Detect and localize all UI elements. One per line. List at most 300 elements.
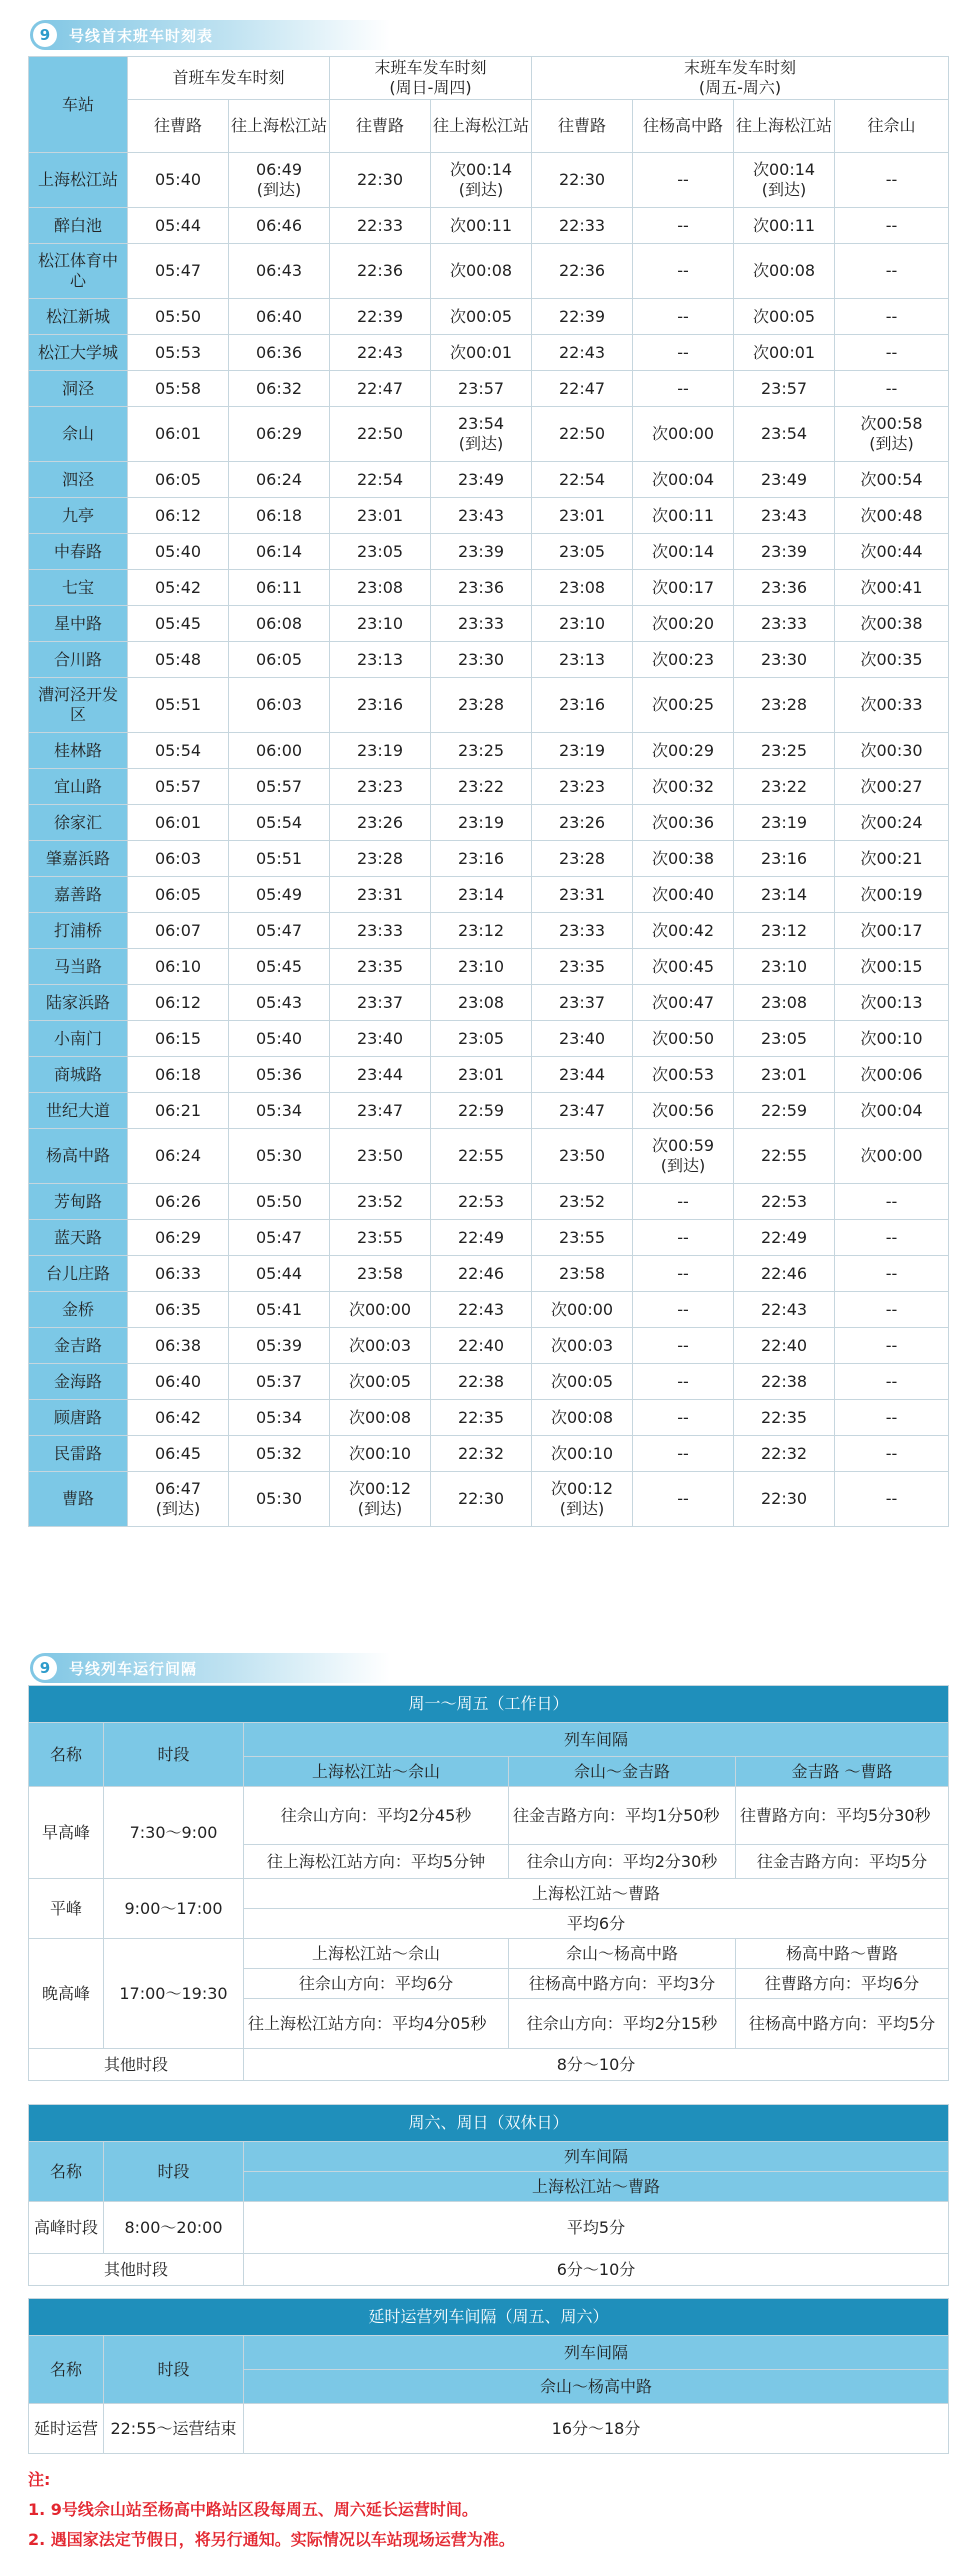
last-wd-to-songjiang-cell: 22:35: [431, 1400, 532, 1436]
last-we-to-yanggaozhonglu-cell: 次00:50: [633, 1021, 734, 1057]
last-we-to-sheshan-cell: --: [835, 1436, 949, 1472]
first-to-songjiang-cell: 05:50: [229, 1184, 330, 1220]
first-to-caolu-cell: 06:24: [128, 1129, 229, 1184]
last-we-to-sheshan-cell: 次00:41: [835, 570, 949, 606]
last-wd-to-songjiang-cell: 22:43: [431, 1292, 532, 1328]
col-header-to-yanggaozhonglu: 往杨高中路: [633, 100, 734, 153]
last-we-to-yanggaozhonglu-cell: --: [633, 1292, 734, 1328]
last-wd-to-caolu-cell: 23:08: [330, 570, 431, 606]
last-we-to-sheshan-cell: --: [835, 1184, 949, 1220]
last-wd-to-caolu-cell: 次00:10: [330, 1436, 431, 1472]
last-we-to-songjiang-cell: 23:49: [734, 462, 835, 498]
last-wd-to-songjiang-cell: 23:01: [431, 1057, 532, 1093]
last-we-to-sheshan-cell: --: [835, 1220, 949, 1256]
last-we-to-sheshan-cell: --: [835, 208, 949, 244]
first-to-songjiang-cell: 05:57: [229, 769, 330, 805]
timetable-row: [29, 335, 949, 371]
last-wd-to-songjiang-cell: 23:12: [431, 913, 532, 949]
row-name-peak: 高峰时段: [29, 2202, 104, 2254]
first-to-songjiang-cell: 06:11: [229, 570, 330, 606]
last-we-to-sheshan-cell: 次00:17: [835, 913, 949, 949]
segment-label: 上海松江站～曹路: [244, 2172, 949, 2202]
last-we-to-songjiang-cell: 23:33: [734, 606, 835, 642]
first-to-caolu-cell: 05:40: [128, 153, 229, 208]
last-wd-to-songjiang-cell: 23:43: [431, 498, 532, 534]
col-header-to-caolu: 往曹路: [330, 100, 431, 153]
first-last-train-table: [28, 56, 949, 1527]
last-we-to-caolu-cell: 22:43: [532, 335, 633, 371]
station-name-cell: 蓝天路: [29, 1220, 128, 1256]
last-we-to-sheshan-cell: --: [835, 1472, 949, 1527]
last-we-to-songjiang-cell: 23:57: [734, 371, 835, 407]
interval-value: 往曹路方向：平均6分: [736, 1969, 949, 1999]
last-we-to-sheshan-cell: 次00:13: [835, 985, 949, 1021]
extended-band: 延时运营列车间隔（周五、周六）: [29, 2299, 949, 2336]
last-we-to-caolu-cell: 23:47: [532, 1093, 633, 1129]
first-to-songjiang-cell: 05:45: [229, 949, 330, 985]
last-we-to-songjiang-cell: 23:39: [734, 534, 835, 570]
last-we-to-sheshan-cell: --: [835, 335, 949, 371]
last-we-to-songjiang-cell: 22:32: [734, 1436, 835, 1472]
first-to-caolu-cell: 05:48: [128, 642, 229, 678]
last-we-to-yanggaozhonglu-cell: --: [633, 1184, 734, 1220]
last-wd-to-songjiang-cell: 23:08: [431, 985, 532, 1021]
last-we-to-songjiang-cell: 22:40: [734, 1328, 835, 1364]
last-wd-to-songjiang-cell: 23:39: [431, 534, 532, 570]
timetable-row: [29, 208, 949, 244]
last-we-to-caolu-cell: 次00:08: [532, 1400, 633, 1436]
col-header-last-train-weekday: 末班车发车时刻 (周日-周四): [330, 57, 532, 100]
last-we-to-sheshan-cell: 次00:35: [835, 642, 949, 678]
station-name-cell: 七宝: [29, 570, 128, 606]
timetable-row: [29, 841, 949, 877]
first-to-songjiang-cell: 05:39: [229, 1328, 330, 1364]
last-wd-to-caolu-cell: 23:19: [330, 733, 431, 769]
last-we-to-songjiang-cell: 23:01: [734, 1057, 835, 1093]
station-name-cell: 金桥: [29, 1292, 128, 1328]
last-wd-to-songjiang-cell: 23:19: [431, 805, 532, 841]
last-we-to-caolu-cell: 22:30: [532, 153, 633, 208]
row-name-extended: 延时运营: [29, 2404, 104, 2454]
first-to-songjiang-cell: 05:32: [229, 1436, 330, 1472]
last-wd-to-songjiang-cell: 23:22: [431, 769, 532, 805]
timetable-row: [29, 407, 949, 462]
notes: [28, 2465, 948, 2555]
station-name-cell: 徐家汇: [29, 805, 128, 841]
last-we-to-songjiang-cell: 23:05: [734, 1021, 835, 1057]
first-to-songjiang-cell: 05:40: [229, 1021, 330, 1057]
station-name-cell: 松江大学城: [29, 335, 128, 371]
last-wd-to-caolu-cell: 23:33: [330, 913, 431, 949]
timetable-row: [29, 1220, 949, 1256]
last-we-to-caolu-cell: 23:16: [532, 678, 633, 733]
interval-value: 往佘山方向：平均2分15秒: [509, 1999, 736, 2049]
last-we-to-caolu-cell: 22:33: [532, 208, 633, 244]
timetable-row: [29, 805, 949, 841]
segment-label: 佘山～杨高中路: [509, 1939, 736, 1969]
last-wd-to-caolu-cell: 次00:00: [330, 1292, 431, 1328]
last-wd-to-songjiang-cell: 23:54 (到达): [431, 407, 532, 462]
first-to-songjiang-cell: 06:49 (到达): [229, 153, 330, 208]
row-period-off-peak: 9:00～17:00: [104, 1879, 244, 1939]
first-to-caolu-cell: 05:42: [128, 570, 229, 606]
note-item: 1. 9号线佘山站至杨高中路站区段每周五、周六延长运营时间。: [28, 2500, 478, 2519]
last-we-to-yanggaozhonglu-cell: 次00:17: [633, 570, 734, 606]
last-we-to-yanggaozhonglu-cell: 次00:11: [633, 498, 734, 534]
last-we-to-songjiang-cell: 23:16: [734, 841, 835, 877]
first-to-songjiang-cell: 05:54: [229, 805, 330, 841]
col-header-period: 时段: [104, 1723, 244, 1787]
station-name-cell: 松江新城: [29, 299, 128, 335]
station-name-cell: 星中路: [29, 606, 128, 642]
last-we-to-songjiang-cell: 22:35: [734, 1400, 835, 1436]
station-name-cell: 台儿庄路: [29, 1256, 128, 1292]
last-we-to-sheshan-cell: --: [835, 1328, 949, 1364]
first-to-caolu-cell: 05:58: [128, 371, 229, 407]
last-we-to-songjiang-cell: 23:28: [734, 678, 835, 733]
station-name-cell: 金吉路: [29, 1328, 128, 1364]
first-to-caolu-cell: 06:38: [128, 1328, 229, 1364]
last-we-to-yanggaozhonglu-cell: --: [633, 1400, 734, 1436]
last-wd-to-songjiang-cell: 次00:01: [431, 335, 532, 371]
timetable-row: [29, 371, 949, 407]
last-we-to-songjiang-cell: 22:43: [734, 1292, 835, 1328]
first-to-songjiang-cell: 06:43: [229, 244, 330, 299]
last-we-to-songjiang-cell: 23:10: [734, 949, 835, 985]
last-wd-to-songjiang-cell: 23:05: [431, 1021, 532, 1057]
last-wd-to-caolu-cell: 23:23: [330, 769, 431, 805]
last-wd-to-songjiang-cell: 22:55: [431, 1129, 532, 1184]
station-name-cell: 金海路: [29, 1364, 128, 1400]
station-name-cell: 漕河泾开发区: [29, 678, 128, 733]
last-we-to-yanggaozhonglu-cell: --: [633, 1220, 734, 1256]
timetable-heading: [30, 20, 390, 50]
first-to-caolu-cell: 05:50: [128, 299, 229, 335]
last-wd-to-caolu-cell: 次00:08: [330, 1400, 431, 1436]
station-name-cell: 中春路: [29, 534, 128, 570]
first-to-caolu-cell: 06:10: [128, 949, 229, 985]
last-wd-to-caolu-cell: 22:36: [330, 244, 431, 299]
last-we-to-yanggaozhonglu-cell: 次00:56: [633, 1093, 734, 1129]
first-to-caolu-cell: 06:12: [128, 985, 229, 1021]
segment-label: 上海松江站～佘山: [244, 1939, 509, 1969]
last-wd-to-caolu-cell: 23:05: [330, 534, 431, 570]
last-wd-to-caolu-cell: 23:47: [330, 1093, 431, 1129]
last-we-to-yanggaozhonglu-cell: 次00:14: [633, 534, 734, 570]
interval-value: 往金吉路方向：平均5分: [736, 1845, 949, 1879]
last-wd-to-caolu-cell: 次00:12 (到达): [330, 1472, 431, 1527]
last-wd-to-caolu-cell: 23:26: [330, 805, 431, 841]
first-to-caolu-cell: 06:05: [128, 462, 229, 498]
last-wd-to-songjiang-cell: 23:25: [431, 733, 532, 769]
last-we-to-yanggaozhonglu-cell: 次00:47: [633, 985, 734, 1021]
last-wd-to-songjiang-cell: 22:53: [431, 1184, 532, 1220]
last-we-to-yanggaozhonglu-cell: 次00:53: [633, 1057, 734, 1093]
last-we-to-yanggaozhonglu-cell: --: [633, 335, 734, 371]
last-wd-to-songjiang-cell: 22:40: [431, 1328, 532, 1364]
first-to-caolu-cell: 06:21: [128, 1093, 229, 1129]
last-we-to-yanggaozhonglu-cell: 次00:45: [633, 949, 734, 985]
last-we-to-yanggaozhonglu-cell: 次00:42: [633, 913, 734, 949]
station-name-cell: 松江体育中心: [29, 244, 128, 299]
first-to-caolu-cell: 05:57: [128, 769, 229, 805]
station-name-cell: 商城路: [29, 1057, 128, 1093]
last-we-to-yanggaozhonglu-cell: 次00:40: [633, 877, 734, 913]
row-name-other: 其他时段: [29, 2049, 244, 2081]
last-we-to-yanggaozhonglu-cell: 次00:59 (到达): [633, 1129, 734, 1184]
row-name-off-peak: 平峰: [29, 1879, 104, 1939]
last-wd-to-songjiang-cell: 22:38: [431, 1364, 532, 1400]
segment-label: 金吉路 ～曹路: [736, 1757, 949, 1787]
last-wd-to-songjiang-cell: 23:36: [431, 570, 532, 606]
last-we-to-sheshan-cell: 次00:19: [835, 877, 949, 913]
first-to-songjiang-cell: 05:30: [229, 1472, 330, 1527]
interval-value: 6分～10分: [244, 2254, 949, 2286]
last-we-to-songjiang-cell: 23:12: [734, 913, 835, 949]
station-name-cell: 杨高中路: [29, 1129, 128, 1184]
first-to-caolu-cell: 06:29: [128, 1220, 229, 1256]
col-header-interval: 列车间隔: [244, 1723, 949, 1757]
col-header-name: 名称: [29, 2142, 104, 2202]
last-we-to-caolu-cell: 次00:03: [532, 1328, 633, 1364]
last-we-to-sheshan-cell: 次00:48: [835, 498, 949, 534]
last-wd-to-caolu-cell: 22:50: [330, 407, 431, 462]
timetable-row: [29, 462, 949, 498]
last-we-to-yanggaozhonglu-cell: --: [633, 1472, 734, 1527]
interval-value: 往杨高中路方向：平均3分: [509, 1969, 736, 1999]
first-to-caolu-cell: 06:15: [128, 1021, 229, 1057]
weekend-band: 周六、周日（双休日）: [29, 2105, 949, 2142]
first-to-songjiang-cell: 06:03: [229, 678, 330, 733]
last-wd-to-songjiang-cell: 次00:05: [431, 299, 532, 335]
timetable-row: [29, 877, 949, 913]
timetable-row: [29, 534, 949, 570]
last-we-to-songjiang-cell: 22:59: [734, 1093, 835, 1129]
last-we-to-yanggaozhonglu-cell: --: [633, 1256, 734, 1292]
last-we-to-yanggaozhonglu-cell: 次00:32: [633, 769, 734, 805]
row-period-peak: 8:00～20:00: [104, 2202, 244, 2254]
timetable-row: [29, 606, 949, 642]
last-we-to-sheshan-cell: --: [835, 244, 949, 299]
interval-title: 号线列车运行间隔: [69, 1659, 198, 1678]
last-wd-to-caolu-cell: 23:37: [330, 985, 431, 1021]
last-we-to-yanggaozhonglu-cell: --: [633, 371, 734, 407]
last-we-to-caolu-cell: 次00:12 (到达): [532, 1472, 633, 1527]
last-wd-to-songjiang-cell: 次00:11: [431, 208, 532, 244]
last-wd-to-caolu-cell: 23:52: [330, 1184, 431, 1220]
timetable-row: [29, 949, 949, 985]
col-header-to-caolu: 往曹路: [532, 100, 633, 153]
timetable-row: [29, 769, 949, 805]
col-header-to-songjiang: 往上海松江站: [229, 100, 330, 153]
first-to-songjiang-cell: 06:00: [229, 733, 330, 769]
last-we-to-caolu-cell: 23:35: [532, 949, 633, 985]
first-to-caolu-cell: 06:40: [128, 1364, 229, 1400]
first-to-songjiang-cell: 05:37: [229, 1364, 330, 1400]
last-we-to-yanggaozhonglu-cell: 次00:04: [633, 462, 734, 498]
first-to-caolu-cell: 06:18: [128, 1057, 229, 1093]
last-we-to-songjiang-cell: 次00:01: [734, 335, 835, 371]
interval-value: 往金吉路方向：平均1分50秒: [509, 1787, 736, 1845]
first-to-caolu-cell: 06:07: [128, 913, 229, 949]
last-we-to-yanggaozhonglu-cell: --: [633, 208, 734, 244]
last-we-to-songjiang-cell: 23:08: [734, 985, 835, 1021]
last-wd-to-songjiang-cell: 22:30: [431, 1472, 532, 1527]
last-wd-to-caolu-cell: 23:10: [330, 606, 431, 642]
last-we-to-yanggaozhonglu-cell: 次00:38: [633, 841, 734, 877]
segment-label: 佘山～杨高中路: [244, 2370, 949, 2404]
col-header-to-songjiang: 往上海松江站: [431, 100, 532, 153]
last-we-to-songjiang-cell: 23:22: [734, 769, 835, 805]
first-to-caolu-cell: 05:54: [128, 733, 229, 769]
interval-value: 往佘山方向：平均2分30秒: [509, 1845, 736, 1879]
last-we-to-caolu-cell: 23:26: [532, 805, 633, 841]
last-we-to-caolu-cell: 次00:00: [532, 1292, 633, 1328]
segment-label: 上海松江站～曹路: [244, 1879, 949, 1909]
last-we-to-songjiang-cell: 22:49: [734, 1220, 835, 1256]
last-wd-to-caolu-cell: 22:30: [330, 153, 431, 208]
last-wd-to-songjiang-cell: 23:30: [431, 642, 532, 678]
station-name-cell: 陆家浜路: [29, 985, 128, 1021]
line-number-badge: 9: [33, 23, 57, 47]
interval-value: 平均5分: [244, 2202, 949, 2254]
last-wd-to-songjiang-cell: 23:33: [431, 606, 532, 642]
last-we-to-caolu-cell: 23:13: [532, 642, 633, 678]
col-header-period: 时段: [104, 2142, 244, 2202]
last-we-to-caolu-cell: 23:50: [532, 1129, 633, 1184]
interval-heading: [30, 1653, 390, 1683]
timetable-row: [29, 1472, 949, 1527]
last-we-to-sheshan-cell: 次00:38: [835, 606, 949, 642]
station-name-cell: 合川路: [29, 642, 128, 678]
last-wd-to-songjiang-cell: 23:49: [431, 462, 532, 498]
last-wd-to-caolu-cell: 22:33: [330, 208, 431, 244]
first-to-songjiang-cell: 05:34: [229, 1093, 330, 1129]
weekday-band: 周一～周五（工作日）: [29, 1686, 949, 1723]
first-to-songjiang-cell: 06:36: [229, 335, 330, 371]
last-we-to-songjiang-cell: 22:30: [734, 1472, 835, 1527]
last-wd-to-caolu-cell: 23:01: [330, 498, 431, 534]
interval-value: 8分～10分: [244, 2049, 949, 2081]
last-we-to-yanggaozhonglu-cell: 次00:23: [633, 642, 734, 678]
col-header-first-train: 首班车发车时刻: [128, 57, 330, 100]
timetable-row: [29, 498, 949, 534]
col-header-station: 车站: [29, 57, 128, 153]
last-we-to-caolu-cell: 23:10: [532, 606, 633, 642]
last-we-to-caolu-cell: 23:23: [532, 769, 633, 805]
segment-label: 杨高中路～曹路: [736, 1939, 949, 1969]
last-we-to-yanggaozhonglu-cell: --: [633, 244, 734, 299]
last-wd-to-songjiang-cell: 22:46: [431, 1256, 532, 1292]
first-to-songjiang-cell: 06:24: [229, 462, 330, 498]
last-we-to-sheshan-cell: 次00:44: [835, 534, 949, 570]
last-we-to-caolu-cell: 23:01: [532, 498, 633, 534]
first-to-caolu-cell: 05:51: [128, 678, 229, 733]
row-name-evening-peak: 晚高峰: [29, 1939, 104, 2049]
row-period-evening-peak: 17:00～19:30: [104, 1939, 244, 2049]
last-we-to-songjiang-cell: 22:55: [734, 1129, 835, 1184]
last-wd-to-songjiang-cell: 23:57: [431, 371, 532, 407]
last-we-to-sheshan-cell: 次00:10: [835, 1021, 949, 1057]
line-number-badge: 9: [33, 1656, 57, 1680]
last-we-to-caolu-cell: 22:54: [532, 462, 633, 498]
timetable-row: [29, 1400, 949, 1436]
timetable-row: [29, 299, 949, 335]
timetable-row: [29, 1093, 949, 1129]
last-we-to-songjiang-cell: 23:30: [734, 642, 835, 678]
last-we-to-yanggaozhonglu-cell: --: [633, 153, 734, 208]
first-to-songjiang-cell: 06:08: [229, 606, 330, 642]
last-wd-to-caolu-cell: 23:40: [330, 1021, 431, 1057]
first-to-caolu-cell: 06:01: [128, 805, 229, 841]
last-we-to-caolu-cell: 23:19: [532, 733, 633, 769]
col-header-interval: 列车间隔: [244, 2142, 949, 2172]
last-wd-to-caolu-cell: 22:43: [330, 335, 431, 371]
station-name-cell: 小南门: [29, 1021, 128, 1057]
last-we-to-songjiang-cell: 22:38: [734, 1364, 835, 1400]
last-wd-to-caolu-cell: 23:31: [330, 877, 431, 913]
timetable-row: [29, 153, 949, 208]
last-we-to-sheshan-cell: 次00:30: [835, 733, 949, 769]
station-name-cell: 马当路: [29, 949, 128, 985]
interval-value: 往上海松江站方向：平均4分05秒: [244, 1999, 509, 2049]
timetable-row: [29, 244, 949, 299]
last-we-to-caolu-cell: 22:50: [532, 407, 633, 462]
last-we-to-caolu-cell: 23:05: [532, 534, 633, 570]
last-wd-to-songjiang-cell: 23:14: [431, 877, 532, 913]
first-to-songjiang-cell: 05:34: [229, 1400, 330, 1436]
timetable-row: [29, 1436, 949, 1472]
weekday-interval-table: [28, 1685, 949, 2081]
first-to-caolu-cell: 06:33: [128, 1256, 229, 1292]
first-to-songjiang-cell: 06:29: [229, 407, 330, 462]
timetable-row: [29, 642, 949, 678]
timetable-row: [29, 1292, 949, 1328]
timetable-row: [29, 1364, 949, 1400]
station-name-cell: 世纪大道: [29, 1093, 128, 1129]
row-period-morning-peak: 7:30～9:00: [104, 1787, 244, 1879]
last-wd-to-songjiang-cell: 22:32: [431, 1436, 532, 1472]
last-we-to-caolu-cell: 23:37: [532, 985, 633, 1021]
last-wd-to-caolu-cell: 23:55: [330, 1220, 431, 1256]
first-to-songjiang-cell: 06:18: [229, 498, 330, 534]
station-name-cell: 醉白池: [29, 208, 128, 244]
timetable-row: [29, 913, 949, 949]
last-we-to-sheshan-cell: --: [835, 1256, 949, 1292]
last-we-to-caolu-cell: 次00:10: [532, 1436, 633, 1472]
timetable-row: [29, 1021, 949, 1057]
station-name-cell: 肇嘉浜路: [29, 841, 128, 877]
last-we-to-sheshan-cell: --: [835, 1364, 949, 1400]
first-to-caolu-cell: 06:47 (到达): [128, 1472, 229, 1527]
last-wd-to-caolu-cell: 23:44: [330, 1057, 431, 1093]
last-we-to-yanggaozhonglu-cell: 次00:20: [633, 606, 734, 642]
last-we-to-sheshan-cell: 次00:00: [835, 1129, 949, 1184]
last-we-to-songjiang-cell: 23:43: [734, 498, 835, 534]
last-we-to-songjiang-cell: 23:19: [734, 805, 835, 841]
last-we-to-sheshan-cell: --: [835, 299, 949, 335]
note-item: 2. 遇国家法定节假日，将另行通知。实际情况以车站现场运营为准。: [28, 2530, 515, 2549]
last-wd-to-caolu-cell: 23:58: [330, 1256, 431, 1292]
last-we-to-caolu-cell: 23:44: [532, 1057, 633, 1093]
first-to-songjiang-cell: 05:49: [229, 877, 330, 913]
last-we-to-songjiang-cell: 22:53: [734, 1184, 835, 1220]
col-header-name: 名称: [29, 1723, 104, 1787]
last-we-to-sheshan-cell: 次00:33: [835, 678, 949, 733]
timetable-row: [29, 1129, 949, 1184]
interval-value: 平均6分: [244, 1909, 949, 1939]
last-we-to-yanggaozhonglu-cell: 次00:29: [633, 733, 734, 769]
